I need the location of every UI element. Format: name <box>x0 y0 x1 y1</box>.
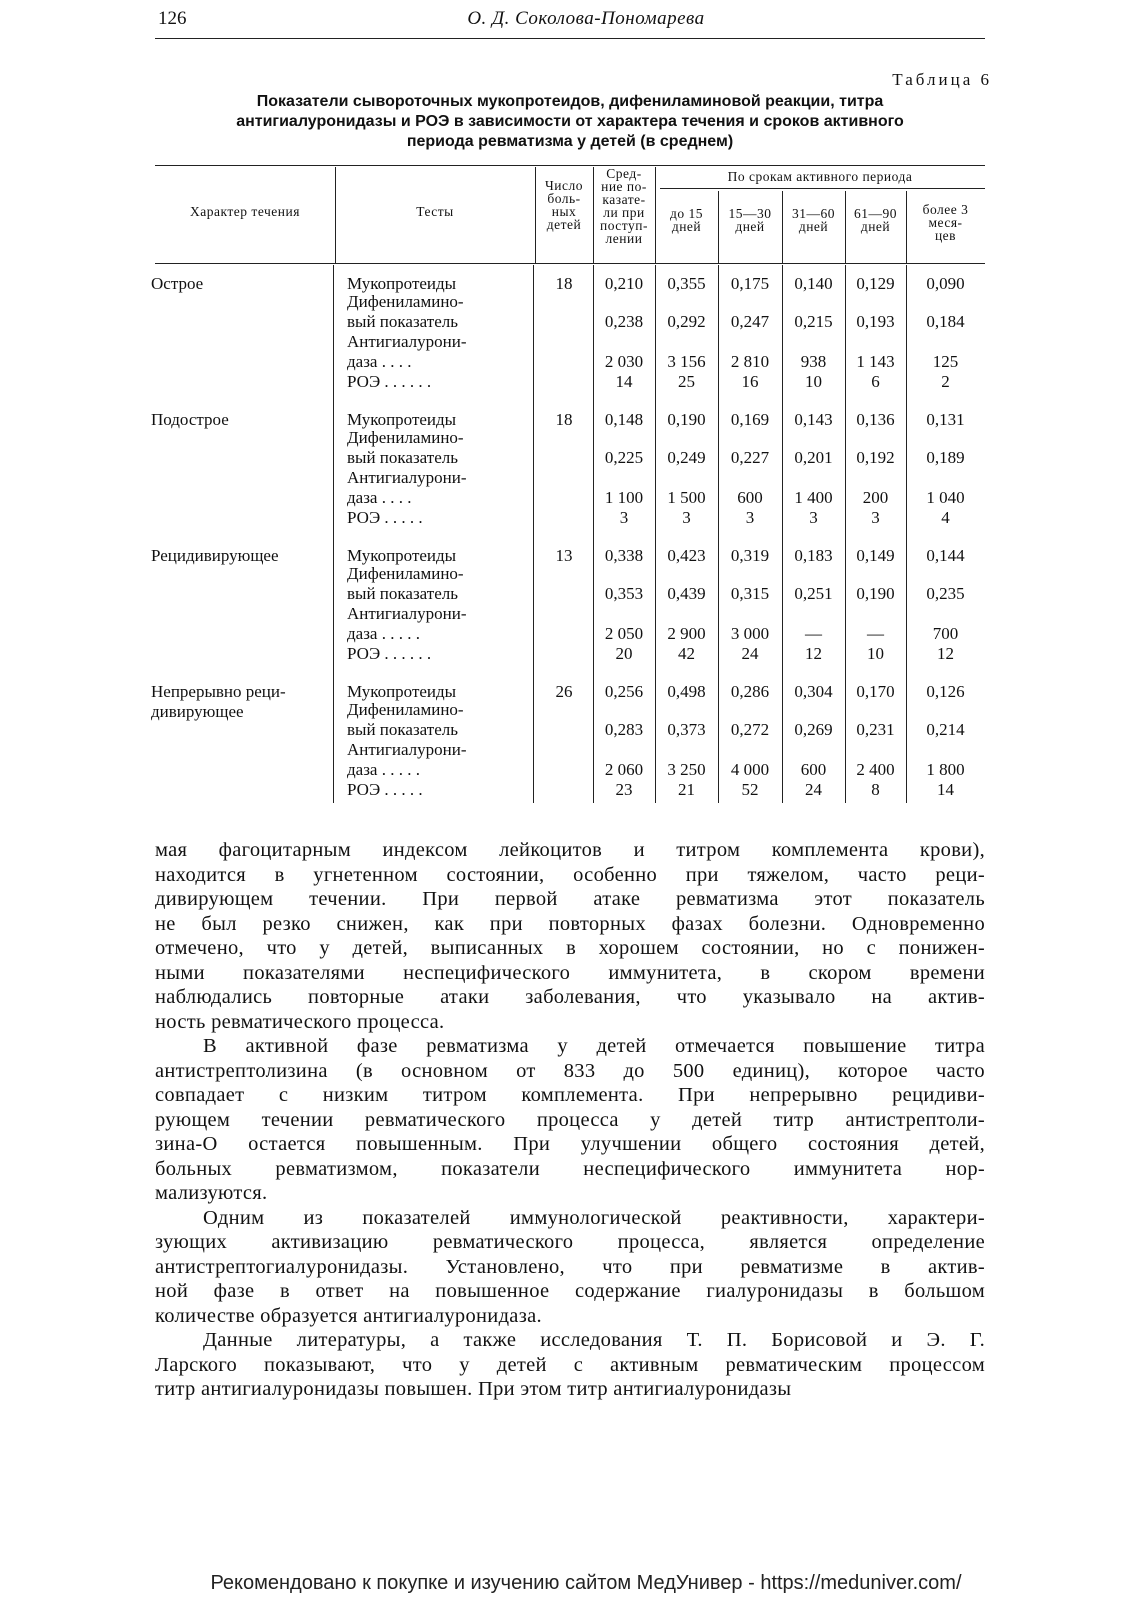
table-cell: 0,214 <box>926 720 965 739</box>
col-divider <box>533 265 534 803</box>
course-label: Подострое <box>151 410 229 429</box>
table-cell: 1 040 <box>926 488 965 507</box>
paragraph-line: титр антигиалуронидазы повышен. При этом титр антигиалуронидазы <box>155 1378 792 1400</box>
table-cell: 0,183 <box>794 546 833 565</box>
paragraph-line: В активной фазе ревматизма у детей отмечается повышение титра <box>203 1035 985 1057</box>
table-cell: 0,090 <box>926 274 965 293</box>
table-cell: 2 400 <box>856 760 895 779</box>
table-cell: 2 <box>941 372 950 391</box>
test-name: Мукопротеиды <box>347 682 457 701</box>
paragraph <box>155 838 985 1034</box>
test-name: РОЭ . . . . . <box>347 780 423 799</box>
table-cell: 0,143 <box>794 410 833 429</box>
table-cell: 12 <box>937 644 954 663</box>
table-cell: 3 <box>745 508 755 527</box>
table-cell: 0,439 <box>667 584 706 603</box>
table-cell: 0,247 <box>730 312 770 331</box>
table-cell: 0,423 <box>667 546 706 565</box>
table-cell: 0,144 <box>926 546 965 565</box>
table-cell: 200 <box>862 488 889 507</box>
test-name: Антигиалурони- <box>347 332 467 351</box>
header-period: 31—60 дней <box>792 206 835 234</box>
table-cell: 0,304 <box>794 682 833 701</box>
paragraph <box>155 1034 985 1206</box>
patients-count: 18 <box>555 274 573 293</box>
table-cell: 0,227 <box>730 448 770 467</box>
paragraph-line: мая фагоцитарным индексом лейкоцитов и титром комплемента крови), <box>155 839 985 861</box>
table-cell: 0,235 <box>926 584 965 603</box>
paragraph-line: ными показателями неспецифического иммунитета, в скором времени <box>155 961 985 984</box>
paragraph-line: дивирующем течении. При первой атаке ревматизма этот показатель <box>155 888 985 910</box>
table-top-rule <box>155 165 985 166</box>
course-label: Острое <box>151 274 204 293</box>
table-cell: 16 <box>741 372 759 391</box>
header-tests: Тесты <box>416 204 454 219</box>
test-name: Мукопротеиды <box>347 274 457 293</box>
table-cell: 0,193 <box>856 312 895 331</box>
table-cell: 6 <box>871 372 880 391</box>
table-cell: 0,272 <box>730 720 770 739</box>
table-cell: 3 <box>682 508 691 527</box>
table-cell: 3 250 <box>667 760 706 779</box>
paragraph-line: отмечено, что у детей, выписанных в хорошем состоянии, но с понижен- <box>155 937 985 959</box>
table-cell: 1 143 <box>856 352 895 371</box>
table-cell: 0,149 <box>856 546 895 565</box>
patients-count: 13 <box>555 546 573 565</box>
paragraph-line: находится в угнетенном состоянии, особенно при тяжелом, часто реци- <box>155 863 985 886</box>
table-cell: 0,225 <box>604 448 644 467</box>
table-cell: 0,355 <box>667 274 706 293</box>
test-name: Дифениламино- <box>347 700 464 719</box>
paragraph <box>155 1328 985 1402</box>
test-name: Антигиалурони- <box>347 604 467 623</box>
header-period: 61—90 дней <box>854 206 897 234</box>
table-cell: 125 <box>932 352 959 371</box>
test-name: даза . . . . <box>347 488 412 507</box>
header-period-group: По срокам активного периода <box>727 169 913 184</box>
course-label: Рецидивирующее <box>151 546 279 565</box>
table-cell: 0,136 <box>856 410 895 429</box>
paragraph-line: Одним из показателей иммунологической реактивности, характери- <box>203 1206 985 1229</box>
table-cell: 0,175 <box>730 274 770 293</box>
table-cell: 0,353 <box>604 584 644 603</box>
table-cell: 0,251 <box>794 584 833 603</box>
table-cell: 0,169 <box>730 410 770 429</box>
table-cell: 8 <box>871 780 880 799</box>
table-cell: 1 100 <box>604 488 644 507</box>
paragraph-line: рующем течении ревматического процесса у детей титр антистрептоли- <box>155 1108 985 1131</box>
table-cell: 3 <box>809 508 818 527</box>
table-cell: 0,498 <box>667 682 706 701</box>
table-cell: 1 800 <box>926 760 965 779</box>
data-table <box>151 165 985 825</box>
table-cell: 25 <box>678 372 695 391</box>
course-label: дивирующее <box>151 702 244 721</box>
test-name: Антигиалурони- <box>347 740 467 759</box>
table-cell: 0,256 <box>604 682 644 701</box>
table-cell: 0,249 <box>667 448 706 467</box>
table-cell: 2 900 <box>667 624 706 643</box>
table-cell: — <box>867 624 884 643</box>
header-avg: Сред- ние по- казате- ли при поступ- лении <box>600 166 648 246</box>
paragraph-line: зина-О остается повышенным. При улучшении общего состояния детей, <box>155 1133 985 1155</box>
table-cell: 20 <box>615 644 633 663</box>
caption-line: периода ревматизма у детей (в среднем) <box>406 133 734 150</box>
table-cell: 0,192 <box>856 448 895 467</box>
running-head: О. Д. Соколова-Пономарева <box>467 8 705 29</box>
paragraph-line: наблюдались повторные атаки заболевания, что указывало на актив- <box>155 986 985 1008</box>
table-cell: 0,215 <box>794 312 833 331</box>
course-label: Непрерывно реци- <box>151 682 286 701</box>
paragraph <box>155 1206 985 1329</box>
table-cell: 0,283 <box>604 720 644 739</box>
paragraph-line: ность ревматического процесса. <box>155 1010 445 1033</box>
table-cell: 0,319 <box>730 546 770 565</box>
table-cell: 1 500 <box>667 488 706 507</box>
table-cell: 52 <box>741 780 759 799</box>
table-cell: 0,269 <box>794 720 833 739</box>
test-name: Мукопротеиды <box>347 410 457 429</box>
paragraph-line: Ларского показывают, что у детей с активным ревматическим процессом <box>155 1353 985 1376</box>
table-cell: 0,315 <box>730 584 770 603</box>
caption-line: антигиалуронидазы и РОЭ в зависимости от характера течения и сроков активного <box>236 113 904 130</box>
table-cell: 0,201 <box>794 448 833 467</box>
table-cell: 4 000 <box>730 760 770 779</box>
table-cell: 0,231 <box>856 720 895 739</box>
table-cell: 0,140 <box>794 274 833 293</box>
header-period: 15—30 дней <box>728 206 772 234</box>
table-cell: 2 050 <box>604 624 644 643</box>
table-cell: 0,129 <box>856 274 895 293</box>
table-cell: 14 <box>937 780 954 799</box>
caption-line: Показатели сывороточных мукопротеидов, дифениламиновой реакции, титра <box>256 93 884 110</box>
test-name: Дифениламино- <box>347 292 464 311</box>
paragraph-line: антистрептогиалуронидазы. Установлено, что при ревматизме в актив- <box>155 1255 985 1278</box>
test-name: вый показатель <box>347 720 458 739</box>
paragraph-line: мализуются. <box>155 1182 268 1204</box>
table-cell: 2 060 <box>604 760 644 779</box>
page-number: 126 <box>158 8 187 29</box>
paragraph-line: совпадает с низким титром комплемента. При непрерывно рецидиви- <box>155 1084 985 1106</box>
test-name: РОЭ . . . . . . <box>347 372 432 391</box>
table-cell: 0,292 <box>667 312 706 331</box>
table-cell: 10 <box>867 644 884 663</box>
table-cell: 0,131 <box>926 410 965 429</box>
test-name: Антигиалурони- <box>347 468 467 487</box>
table-caption <box>155 92 985 152</box>
table-cell: 0,190 <box>667 410 706 429</box>
paragraph-line: количестве образуется антигиалуронидаза. <box>155 1304 542 1327</box>
test-name: Дифениламино- <box>347 428 464 447</box>
header-rule <box>155 38 985 39</box>
table-cell: 42 <box>678 644 695 663</box>
patients-count: 18 <box>555 410 573 429</box>
table-cell: 21 <box>678 780 695 799</box>
table-cell: 0,126 <box>926 682 965 701</box>
table-cell: 0,190 <box>856 584 895 603</box>
paragraph-line: антистрептолизина (в основном от 833 до 500 единиц), которое часто <box>155 1059 985 1082</box>
table-cell: 600 <box>737 488 763 507</box>
table-cell: — <box>805 624 822 643</box>
footer-recommendation: Рекомендовано к покупке и изучению сайтом МедУнивер - https://meduniver.com/ <box>210 1572 962 1594</box>
table-cell: 2 810 <box>730 352 770 371</box>
table-cell: 2 030 <box>604 352 644 371</box>
test-name: вый показатель <box>347 448 458 467</box>
test-name: вый показатель <box>347 312 458 331</box>
test-name: Мукопротеиды <box>347 546 457 565</box>
paragraph-line: зующих активизацию ревматического процесса, является определение <box>155 1231 985 1253</box>
body-text <box>155 838 985 1402</box>
table-cell: 10 <box>805 372 822 391</box>
table-cell: 3 000 <box>730 624 770 643</box>
table-cell: 0,189 <box>926 448 965 467</box>
table-cell: 0,148 <box>604 410 644 429</box>
test-name: даза . . . . <box>347 352 412 371</box>
table-cell: 0,338 <box>604 546 644 565</box>
table-cell: 12 <box>805 644 822 663</box>
patients-count: 26 <box>555 682 573 701</box>
table-header-rule <box>155 263 985 264</box>
test-name: вый показатель <box>347 584 458 603</box>
table-cell: 3 <box>871 508 880 527</box>
table-cell: 3 <box>619 508 629 527</box>
table-cell: 3 156 <box>667 352 706 371</box>
test-name: даза . . . . . <box>347 760 420 779</box>
table-cell: 24 <box>805 780 822 799</box>
table-cell: 14 <box>615 372 633 391</box>
table-cell: 0,184 <box>926 312 965 331</box>
table-cell: 938 <box>800 352 827 371</box>
header-period: более 3 меся- цев <box>922 202 969 243</box>
paragraph-line: ной фазе в ответ на повышенное содержание гиалуронидазы в большом <box>155 1280 985 1302</box>
table-label: Таблица 6 <box>892 70 992 89</box>
table-cell: 4 <box>941 508 950 527</box>
paragraph-line: не был резко снижен, как при повторных фазах болезни. Одновременно <box>155 912 985 935</box>
test-name: РОЭ . . . . . <box>347 508 423 527</box>
test-name: Дифениламино- <box>347 564 464 583</box>
table-cell: 23 <box>615 780 633 799</box>
table-cell: 0,210 <box>604 274 644 293</box>
paragraph-line: больных ревматизмом, показатели неспецифического иммунитета нор- <box>155 1157 985 1180</box>
table-cell: 600 <box>800 760 827 779</box>
table-cell: 0,238 <box>604 312 644 331</box>
header-period: до 15 дней <box>670 206 703 234</box>
period-group-rule <box>660 188 985 189</box>
col-divider <box>333 265 334 803</box>
table-cell: 700 <box>932 624 959 643</box>
table-cell: 0,170 <box>856 682 895 701</box>
header-course: Характер течения <box>190 204 300 219</box>
table-cell: 0,373 <box>667 720 706 739</box>
table-cell: 1 400 <box>794 488 833 507</box>
test-name: даза . . . . . <box>347 624 420 643</box>
test-name: РОЭ . . . . . . <box>347 644 432 663</box>
table-cell: 0,286 <box>730 682 770 701</box>
paragraph-line: Данные литературы, а также исследования Т. П. Борисовой и Э. Г. <box>203 1329 985 1351</box>
table-cell: 24 <box>741 644 759 663</box>
header-patients: Число боль- ных детей <box>545 178 583 232</box>
